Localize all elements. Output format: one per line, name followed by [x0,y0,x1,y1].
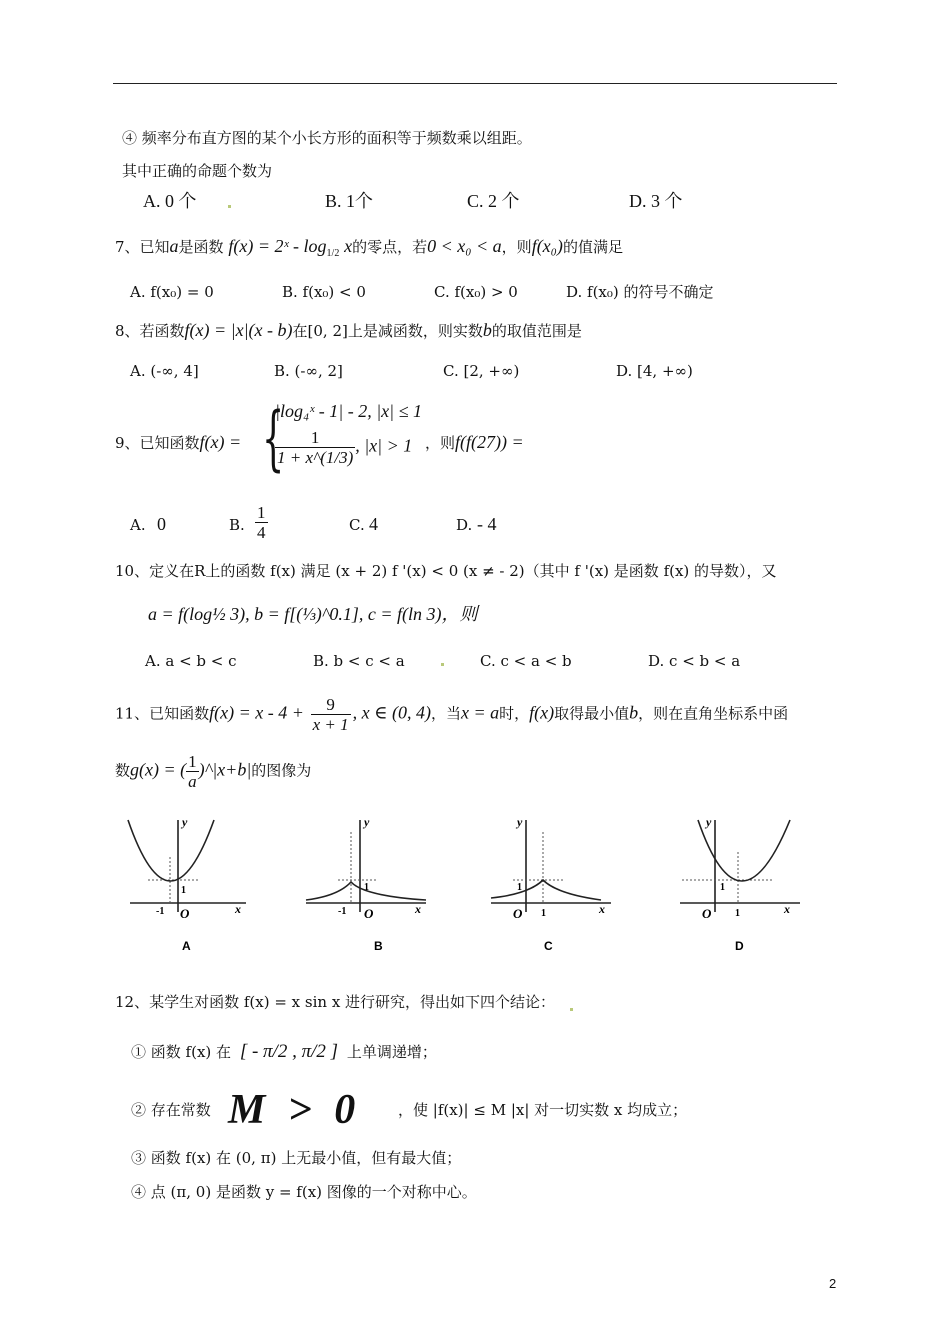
q12-conclusion-3: ③ 函数 f(x) 在 (0, π) 上无最小值，但有最大值； [131,1149,462,1167]
q9-option-c-value: 4 [369,514,378,534]
q9-case-2-frac: $\frac{1}{1 + x\^{}(1/3)}$ [277,428,354,467]
q8-option-b: B. (-∞, 2] [274,362,343,380]
q8-option-c: C. [2, +∞) [443,362,520,380]
q7-option-d: D. f(x₀) 的符号不确定 [566,283,714,301]
statement-4: ④ 频率分布直方图的某个小长方形的面积等于频数乘以组距。 [122,129,532,147]
tick-1-y: 1 [720,882,725,893]
axis-x-label: x [415,902,421,916]
q9-label: 9、已知函数f(x) = [115,432,242,452]
speck [570,1008,573,1011]
q9-option-a-value: 0 [157,514,166,534]
tick-1-x: 1 [735,908,740,919]
q12-stem: 12、某学生对函数 f(x) = x sin x 进行研究，得出如下四个结论： [115,993,556,1011]
q11-frac: $\frac{9}{x + 1}$ [312,695,349,734]
tick-1: 1 [181,885,186,896]
page-number: 2 [829,1276,837,1291]
q7-option-a: A. f(x₀) = 0 [130,283,214,301]
q9-option-c-label: C. [349,516,365,534]
q12-conclusion-4: ④ 点 (π, 0) 是函数 y = f(x) 图像的一个对称中心。 [131,1183,477,1201]
q9-case-1: |log₄ˣ - 1| - 2, |x| ≤ 1 [275,401,422,421]
q7-option-c: C. f(x₀) > 0 [434,283,518,301]
axis-y-label: y [706,815,712,829]
q11-stem: 11、已知函数f(x) = x - 4 + $\frac{9}{x + 1}$ , x ∈ (0, 4)，当x = a时，f(x)取得最小值b，则在直角坐标系中函 [115,695,789,734]
axis-y-label: y [517,815,523,829]
q12-conclusion-1: ① 函数 f(x) 在 [ - π/2 , π/2 ] 上单调递增； [131,1041,437,1062]
graph-label-c: C [544,939,553,952]
count-option-c: C. 2 个 [467,191,520,211]
q9-option-b-label: B. [229,516,245,534]
q10-option-d: D. c < b < a [648,652,741,670]
q9-option-b-value: $\frac{1}{4}$ [257,503,266,542]
q9-option-d-value: - 4 [477,514,497,534]
count-option-d: D. 3 个 [629,191,683,211]
q10-stem: 10、定义在R上的函数 f(x) 满足 (x + 2) f '(x) < 0 (x ≠ - 2)（其中 f '(x) 是函数 f(x) 的导数），又 [115,562,777,580]
speck [441,663,444,666]
tick-1-y: 1 [517,882,522,893]
q7-stem: 7、已知a是函数 f(x) = 2ˣ - $\log_{1/2} x$的零点，若0 < x₀ < a，则f(x₀)的值满足 [115,236,623,259]
graph-label-a: A [182,939,191,952]
q9-case-2: $\frac{1}{1 + x\^{}(1/3)}$ , |x| > 1 [277,428,413,467]
graph-label-b: B [374,939,383,952]
header-rule [113,83,837,84]
q11-graph-d [672,812,812,952]
tick-1-x: 1 [541,908,546,919]
graph-label-d: D [735,939,744,952]
origin-label: O [364,906,374,921]
q11-graph-a [118,812,258,952]
q11-g-frac: $\frac{1}{a}$ [188,752,197,791]
q12-big-constant: M > 0 [228,1087,362,1133]
q12-conclusion-2-end: ，使 |f(x)| ≤ M |x| 对一切实数 x 均成立； [398,1101,688,1119]
q9-option-d-label: D. [456,516,473,534]
q9-option-a-label: A. [130,516,146,534]
tick-neg1: -1 [338,906,347,917]
count-option-a: A. 0 个 [143,191,197,211]
q8-option-a: A. (-∞, 4] [130,362,199,380]
q8-option-d: D. [4, +∞) [616,362,693,380]
origin-label: O [513,906,523,921]
q12-conclusion-2: ② 存在常数 [131,1101,211,1119]
q11-stem-2: 数g(x) = ( $\frac{1}{a}$ )^|x+b|的图像为 [115,752,312,791]
q10-option-c: C. c < a < b [480,652,572,670]
count-question: 其中正确的命题个数为 [122,162,273,180]
tick-1: 1 [364,882,369,893]
tick-neg1: -1 [156,906,165,917]
axis-y-label: y [182,815,188,829]
axis-x-label: x [599,902,605,916]
q10-option-b: B. b < c < a [313,652,405,670]
count-option-b: B. 1个 [325,191,374,211]
speck [228,205,231,208]
q10-option-a: A. a < b < c [145,652,237,670]
q10-defs: a = f(log½ 3), b = f[(⅓)^0.1], c = f(ln 3)，则 [148,604,478,624]
q11-graph-c [483,812,623,952]
origin-label: O [702,906,712,921]
q9-ask: ，则f(f(27)) = [425,432,524,452]
q7-option-b: B. f(x₀) < 0 [282,283,366,301]
q11-graph-b [298,812,438,952]
axis-x-label: x [235,902,241,916]
axis-x-label: x [784,902,790,916]
origin-label: O [180,906,190,921]
q9-brace: { [262,397,285,479]
q8-stem: 8、若函数f(x) = |x|(x - b)在[0, 2]上是减函数，则实数b的取值范围是 [115,320,582,340]
axis-y-label: y [364,815,370,829]
